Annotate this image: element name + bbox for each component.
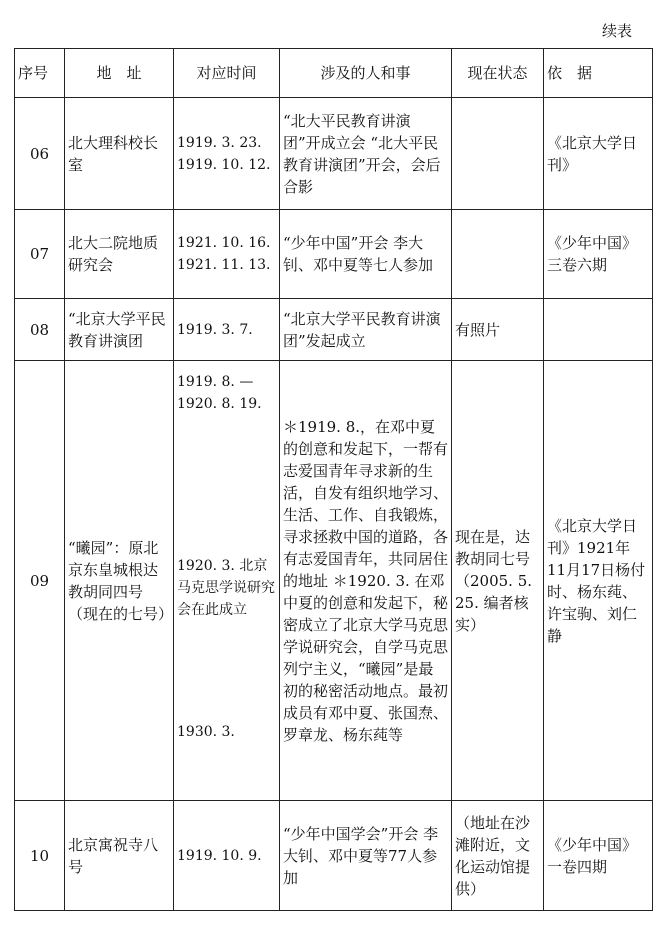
time-line: 1921. 10. 16. [177,235,271,251]
col-header-basis: 依 据 [544,49,653,98]
col-header-address: 地 址 [65,49,174,98]
site-table [14,48,653,911]
row-time [174,299,280,361]
row-basis [544,299,653,361]
row-time [174,361,280,801]
row-no: 07 [15,210,65,299]
row-events: “北大平民教育讲演团”开成立会 “北大平民教育讲演团”开会，会后合影 [280,98,452,210]
row-no: 09 [15,361,65,801]
table-row [15,361,653,801]
col-header-events: 涉及的人和事 [280,49,452,98]
continued-label: 续表 [601,22,632,40]
time-line: 1930. 3. [177,724,235,740]
row-basis: 《北京大学日刊》 [544,98,653,210]
row-events: “少年中国”开会 李大钊、邓中夏等七人参加 [280,210,452,299]
row-events: “少年中国学会”开会 李大钊、邓中夏等77人参加 [280,801,452,911]
table-row [15,801,653,911]
time-line: 1920. 8. 19. [177,396,262,412]
time-line: 1919. 10. 9. [177,847,262,864]
row-status: 有照片 [452,299,544,361]
header-row [15,49,653,98]
time-line: 1919. 10. 12. [177,156,271,173]
row-address: 北大理科校长室 [65,98,174,210]
row-address: 北京寓祝寺八号 [65,801,174,911]
row-time [174,801,280,911]
table-row [15,98,653,210]
row-no: 08 [15,299,65,361]
table-row [15,299,653,361]
time-line: 1921. 11. 13. [177,257,271,273]
table-row [15,210,653,299]
row-status [452,210,544,299]
row-address: “曦园”：原北京东皇城根达教胡同四号（现在的七号） [65,361,174,801]
row-status [452,98,544,210]
col-header-no: 序号 [15,49,65,98]
row-no: 10 [15,801,65,911]
time-line: 1919. 3. 7. [177,321,253,338]
row-time [174,210,280,299]
time-line: 1920. 3. 北京马克思学说研究会在此成立 [177,558,275,618]
row-status: 现在是，达教胡同七号（2005. 5. 25. 编者核实） [452,361,544,801]
time-line: 1919. 3. 23. [177,134,262,151]
row-time [174,98,280,210]
row-basis: 《少年中国》一卷四期 [544,801,653,911]
row-events: ＊1919. 8.，在邓中夏的创意和发起下，一帮有志爱国青年寻求新的生活，自发有组织地学习、生活、工作、自我锻炼，寻求拯救中国的道路，各有志爱国青年，共同居住的地址 ＊1920. 3. 在邓中夏的创意和发起下，秘密成立了北京大学马克思学说研究会，自学马克思列宁主义，“曦园”是最初的秘密活动地点。最初成员有邓中夏、张国焘、罗章龙、杨东莼等 [280,361,452,801]
col-header-status: 现在状态 [452,49,544,98]
row-address: “北京大学平民教育讲演团 [65,299,174,361]
row-basis: 《北京大学日刊》1921年11月17日杨付时、杨东莼、许宝驹、刘仁静 [544,361,653,801]
row-status: （地址在沙滩附近，文化运动馆提供） [452,801,544,911]
row-basis: 《少年中国》三卷六期 [544,210,653,299]
time-line: 1919. 8. — [177,374,254,390]
row-events: “北京大学平民教育讲演团”发起成立 [280,299,452,361]
row-address: 北大二院地质研究会 [65,210,174,299]
col-header-time: 对应时间 [174,49,280,98]
row-no: 06 [15,98,65,210]
